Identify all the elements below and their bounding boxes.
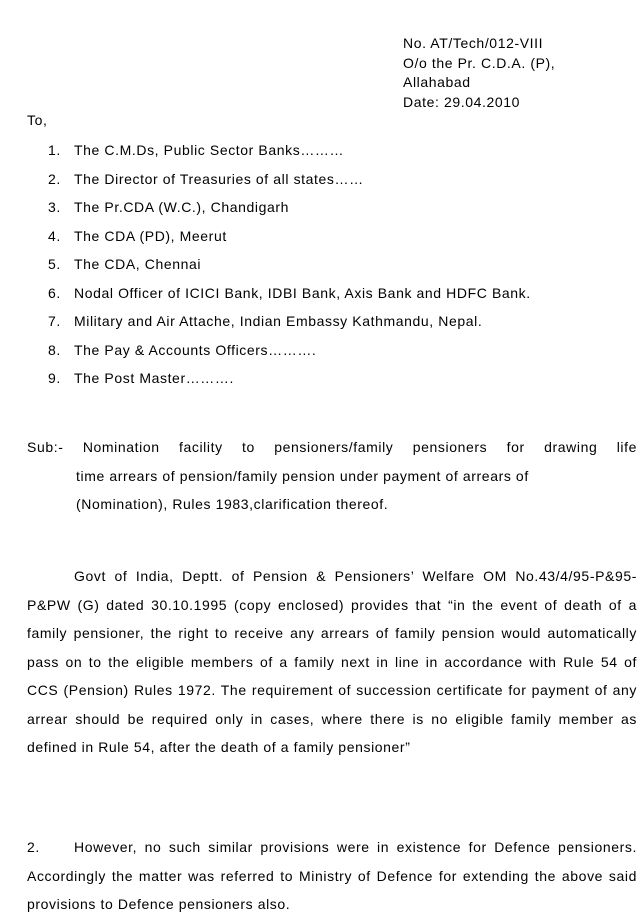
- list-item-number: 2.: [48, 170, 61, 187]
- list-item: [48, 340, 531, 369]
- office-city: Allahabad: [403, 74, 471, 90]
- subject-line-2: time arrears of pension/family pension under payment of arrears of: [76, 467, 529, 484]
- list-item-text: The CDA, Chennai: [74, 256, 202, 272]
- list-item-number: 7.: [48, 313, 61, 329]
- letter-date: Date: 29.04.2010: [403, 93, 521, 110]
- list-item: [48, 169, 531, 198]
- list-item-text: The C.M.Ds, Public Sector Banks………: [74, 142, 345, 158]
- paragraph-number: 2.: [27, 839, 40, 855]
- list-item-text: Military and Air Attache, Indian Embassy Kathmandu, Nepal.: [74, 313, 483, 329]
- paragraph-2-text: However, no such similar provisions were in existence for Defence pensioners. Accordingly the matter was referred to Ministry of Defence for extending the above said provisions to Defence pensioners also.: [27, 839, 637, 912]
- list-item-number: 1.: [48, 142, 61, 158]
- list-item-text: The Pr.CDA (W.C.), Chandigarh: [74, 199, 290, 215]
- office-name: O/o the Pr. C.D.A. (P),: [403, 54, 556, 71]
- list-item: [48, 254, 531, 283]
- addressee-label: To,: [27, 112, 48, 128]
- list-item-number: 9.: [48, 370, 61, 386]
- list-item-number: 8.: [48, 341, 61, 358]
- list-item-text: The Director of Treasuries of all states……: [74, 170, 364, 187]
- paragraph-2: [27, 833, 637, 919]
- subject-line-1: Sub:- Nomination facility to pensioners/family pensioners for drawing life: [27, 439, 637, 455]
- list-item-text: The Post Master……….: [74, 370, 234, 386]
- list-item: [48, 226, 531, 255]
- reference-number: No. AT/Tech/012-VIII: [403, 35, 544, 51]
- list-item: [48, 368, 531, 397]
- paragraph-1: Govt of India, Deptt. of Pension & Pensioners’ Welfare OM No.43/4/95-P&95-P&PW (G) dated 30.10.1995 (copy enclosed) provides that “in the event of death of a family pensioner, the right to receive any arrears of family pension would automatically pass on to the eligible members of a family next in line in accordance with Rule 54 of CCS (Pension) Rules 1972. The requirement of succession certificate for payment of any arrear should be required only in cases, where there is no eligible family member as defined in Rule 54, after the death of a family pensioner”: [27, 568, 637, 755]
- list-item-number: 3.: [48, 199, 61, 215]
- list-item-number: 6.: [48, 284, 61, 301]
- list-item-number: 4.: [48, 227, 61, 244]
- list-item-number: 5.: [48, 256, 61, 272]
- list-item-text: Nodal Officer of ICICI Bank, IDBI Bank, Axis Bank and HDFC Bank.: [74, 284, 531, 301]
- subject-block: [27, 433, 637, 519]
- recipient-list: [48, 140, 531, 397]
- list-item: [48, 283, 531, 312]
- reference-block: [403, 34, 555, 112]
- list-item-text: The Pay & Accounts Officers……….: [74, 341, 317, 358]
- list-item: [48, 197, 531, 226]
- list-item-text: The CDA (PD), Meerut: [74, 227, 227, 244]
- list-item: [48, 140, 531, 169]
- list-item: [48, 311, 531, 340]
- subject-line-3: (Nomination), Rules 1983,clarification thereof.: [76, 496, 389, 512]
